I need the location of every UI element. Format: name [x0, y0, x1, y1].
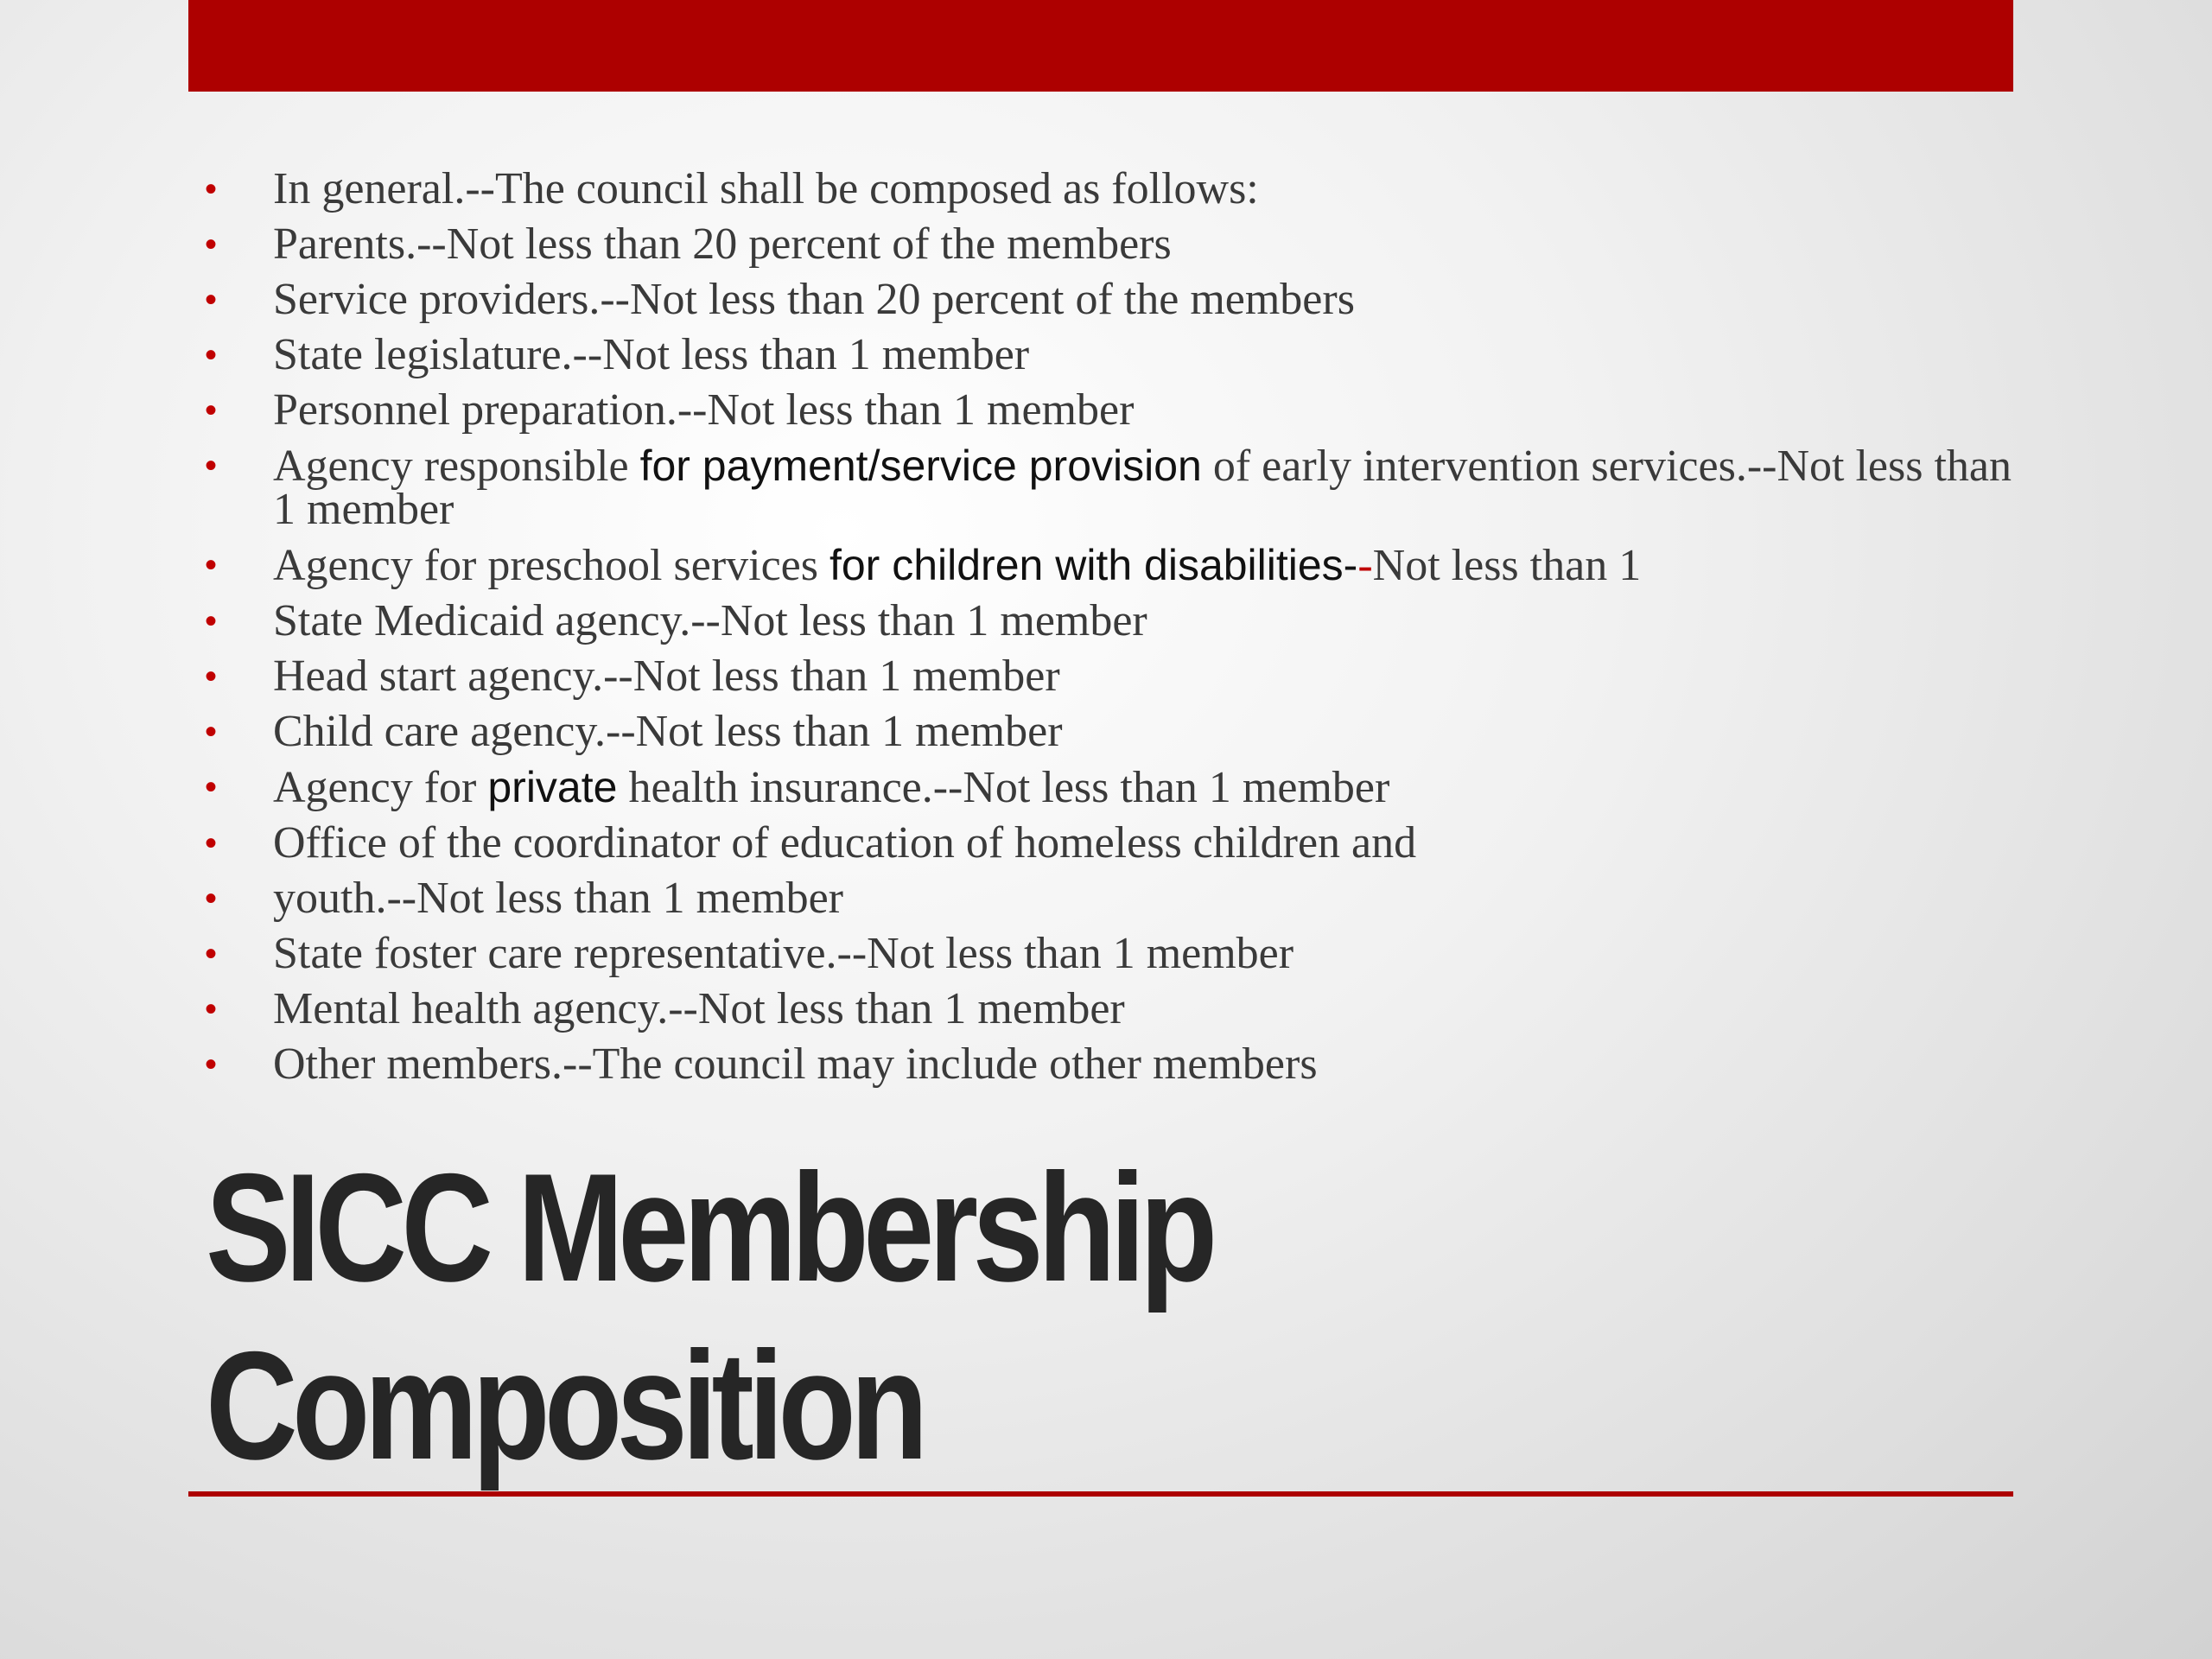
bullet-item — [197, 219, 2012, 269]
bullet-dot-icon: • — [205, 281, 218, 319]
bullet-dot-icon: • — [205, 935, 218, 973]
bullet-item — [197, 275, 2012, 324]
bullet-text: Office of the coordinator of education of homeless children and — [273, 818, 1417, 868]
bullet-item — [197, 874, 2012, 923]
bullet-dot-icon: • — [205, 391, 218, 429]
bullet-item — [197, 543, 2012, 588]
bullet-text: In general.--The council shall be composed as follows: — [273, 164, 1259, 213]
bullet-dot-icon: • — [205, 546, 218, 584]
bullet-text: Mental health agency.--Not less than 1 member — [273, 984, 1125, 1033]
bullet-item — [197, 984, 2012, 1033]
bullet-item — [197, 442, 2012, 534]
bullet-text: Not less than 1 — [1372, 541, 1642, 590]
top-accent-bar — [188, 0, 2013, 92]
bullet-item — [197, 1039, 2012, 1089]
bullet-text: State Medicaid agency.--Not less than 1 member — [273, 596, 1147, 645]
bullet-item — [197, 929, 2012, 978]
bullet-dot-icon: • — [205, 602, 218, 640]
bullet-text: for payment/service provision — [639, 442, 1202, 490]
bullet-item — [197, 596, 2012, 645]
bullet-text: Other members.--The council may include other members — [273, 1039, 1318, 1089]
bullet-text: State legislature.--Not less than 1 member — [273, 330, 1030, 379]
bullet-dot-icon: • — [205, 768, 218, 806]
bullet-text: Head start agency.--Not less than 1 member — [273, 652, 1060, 701]
bullet-dot-icon: • — [205, 990, 218, 1028]
bullet-text: - — [1357, 541, 1373, 590]
bullet-item — [197, 652, 2012, 701]
bullet-dot-icon: • — [205, 170, 218, 208]
slide-title-line-2: Composition — [206, 1319, 923, 1491]
bullet-text: for children with disabilities- — [829, 541, 1358, 589]
slide-title-line-1: SICC Membership — [206, 1141, 1212, 1313]
bullet-text: Parents.--Not less than 20 percent of the members — [273, 219, 1172, 269]
bullet-item — [197, 164, 2012, 213]
bullet-item — [197, 330, 2012, 379]
bullet-item — [197, 707, 2012, 756]
bullet-text: Agency for — [273, 763, 488, 812]
membership-bullet-list — [197, 164, 2012, 1098]
bullet-dot-icon: • — [205, 447, 218, 485]
bullet-item — [197, 818, 2012, 868]
bullet-dot-icon: • — [205, 1046, 218, 1084]
bullet-dot-icon: • — [205, 824, 218, 862]
bullet-text: State foster care representative.--Not less than 1 member — [273, 929, 1294, 978]
bullet-text: Agency responsible — [273, 442, 640, 491]
bullet-text: youth.--Not less than 1 member — [273, 874, 843, 923]
bullet-text: Child care agency.--Not less than 1 member — [273, 707, 1063, 756]
slide-title — [206, 1139, 1212, 1495]
bullet-text: Personnel preparation.--Not less than 1 member — [273, 385, 1135, 435]
bullet-dot-icon: • — [205, 880, 218, 918]
bullet-text: of early intervention services.--Not less than 1 member — [273, 442, 2012, 534]
bullet-text: Agency for preschool services — [273, 541, 830, 590]
bullet-item — [197, 763, 2012, 812]
title-divider-line — [188, 1491, 2013, 1497]
bullet-dot-icon: • — [205, 658, 218, 696]
bullet-dot-icon: • — [205, 226, 218, 264]
bullet-text: health insurance.--Not less than 1 member — [617, 763, 1390, 812]
bullet-item — [197, 385, 2012, 435]
bullet-text: private — [487, 763, 618, 811]
bullet-dot-icon: • — [205, 713, 218, 751]
bullet-dot-icon: • — [205, 336, 218, 374]
bullet-text: Service providers.--Not less than 20 percent of the members — [273, 275, 1355, 324]
